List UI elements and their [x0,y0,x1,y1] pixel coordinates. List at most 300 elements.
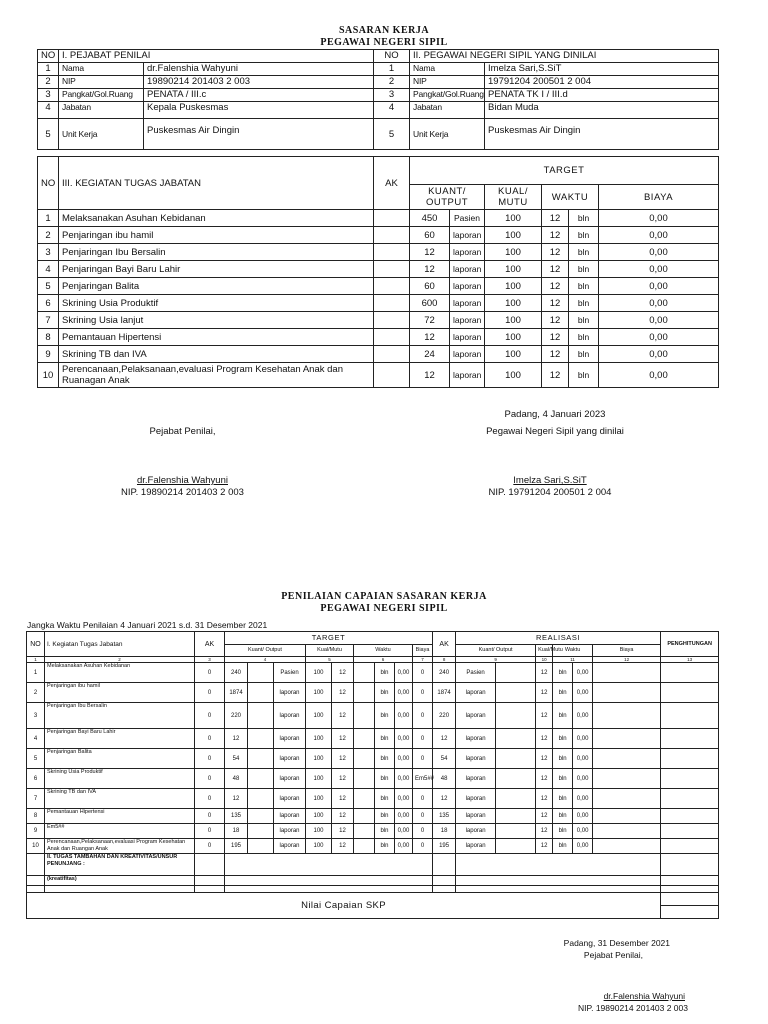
activity-row [38,244,719,261]
realisasi-time: 12 [536,839,553,854]
activity-ak [374,346,410,363]
target-time: 12 [332,703,354,729]
row-activity: Pemantauan Hipertensi [45,809,195,824]
target-quantity: 60 [410,278,450,295]
dinilai-pangkat: PENATA TK I / III.d [485,89,719,102]
activity-name: Penjaringan ibu hamil [59,227,374,244]
col-no: NO [374,50,410,63]
realisasi-quality [496,769,536,789]
realisasi-ak: 0 [413,789,433,809]
nilai-capaian-label: Nilai Capaian SKP [27,893,661,919]
target-cost: 0,00 [395,824,413,839]
target-time: 12 [332,824,354,839]
dinilai-nip: 19791204 200501 2 004 [485,76,719,89]
sub-kuant: Kuant/ Output [225,644,306,657]
target-quantity: 18 [225,824,248,839]
dinilai-unit-kerja: Puskesmas Air Dingin [485,119,719,150]
target-time: 12 [332,729,354,749]
row-number: 3 [374,89,410,102]
target-quantity: 54 [225,749,248,769]
target-quality: 100 [306,769,332,789]
activity-no: 10 [38,363,59,388]
realisasi-quality [496,703,536,729]
realisasi-time-unit: bln [553,729,573,749]
col-number: 4 [225,657,306,663]
target-unit: laporan [450,227,485,244]
target-time-unit: bln [375,809,395,824]
assessment-row [27,663,719,683]
target-ak: 0 [195,839,225,854]
target-time: 12 [332,749,354,769]
realisasi-quantity: 48 [433,769,456,789]
penghitungan-value [593,839,661,854]
sub-waktu: Waktu [354,644,413,657]
target-unit: laporan [274,683,306,703]
row-activity: Skrining TB dan IVA [45,789,195,809]
label-nip: NIP [410,76,485,89]
row-number: 2 [38,76,59,89]
target-ak: 0 [195,663,225,683]
target-quality: 100 [485,210,542,227]
assessment-table [26,631,719,919]
realisasi-cost: 0,00 [573,749,593,769]
doc2-signer-nip: NIP. 19890214 201403 2 003 [578,1003,688,1013]
target-quality: 100 [485,244,542,261]
target-quantity: 12 [225,789,248,809]
row-no: 5 [27,749,45,769]
realisasi-time: 12 [536,749,553,769]
target-cost: 0,00 [395,729,413,749]
activity-no: 7 [38,312,59,329]
target-quality: 100 [485,329,542,346]
target-time: 12 [332,789,354,809]
activity-row [38,261,719,278]
target-mark [248,809,274,824]
target-unit: laporan [274,749,306,769]
target-time-unit: bln [375,703,395,729]
target-cost: 0,00 [599,227,719,244]
target-quality: 100 [485,227,542,244]
penilai-nama: dr.Falenshia Wahyuni [144,63,374,76]
target-time: 12 [542,227,569,244]
target-time: 12 [542,244,569,261]
target-unit: laporan [274,729,306,749]
realisasi-cost: 0,00 [573,703,593,729]
dinilai-nama: Imelza Sari,S.SiT [485,63,719,76]
target-mark [248,729,274,749]
row-no: 1 [27,663,45,683]
label-jabatan: Jabatan [410,102,485,119]
realisasi-quality [496,809,536,824]
realisasi-unit: laporan [456,824,496,839]
row-no: 9 [27,824,45,839]
target-quality: 100 [485,278,542,295]
target-time-unit: bln [375,824,395,839]
col-number: 12 [593,657,661,663]
realisasi-time: 12 [536,703,553,729]
target-quantity: 220 [225,703,248,729]
label-nama: Nama [410,63,485,76]
col-number: 8 [433,657,456,663]
col-number: 11 [553,657,593,663]
nilai-capaian-value [661,906,719,919]
label-nama: Nama [59,63,144,76]
realisasi-time: 12 [536,729,553,749]
target-mark [248,789,274,809]
target-quality: 100 [485,295,542,312]
doc2-signer-name: dr.Falenshia Wahyuni [603,991,685,1001]
target-mark-2 [354,824,375,839]
activity-name: Skrining Usia lanjut [59,312,374,329]
col-kual: KUAL/ MUTU [485,185,542,210]
activity-name: Pemantauan Hipertensi [59,329,374,346]
activity-row [38,227,719,244]
realisasi-time: 12 [536,683,553,703]
row-no: 8 [27,809,45,824]
target-quantity: 1874 [225,683,248,703]
activity-ak [374,295,410,312]
target-ak: 0 [195,769,225,789]
target-quantity: 135 [225,809,248,824]
row-no: 4 [27,729,45,749]
penghitungan-value [593,789,661,809]
target-quality: 100 [306,809,332,824]
activity-no: 2 [38,227,59,244]
activity-ak [374,278,410,295]
col-penghitungan: PENGHITUNGAN [661,632,719,657]
target-unit: laporan [450,295,485,312]
target-quantity: 12 [410,363,450,388]
doc1-left-role: Pejabat Penilai, [149,426,216,437]
col-biaya: BIAYA [599,185,719,210]
activity-row [38,295,719,312]
target-mark-2 [354,809,375,824]
target-mark-2 [354,749,375,769]
target-quality: 100 [485,363,542,388]
target-quality: 100 [306,789,332,809]
realisasi-cost: 0,00 [573,729,593,749]
assessment-row [27,809,719,824]
sub-kual: Kual/Mutu [306,644,354,657]
target-unit: laporan [450,261,485,278]
target-unit: laporan [274,703,306,729]
realisasi-quality [496,839,536,854]
target-unit: laporan [450,278,485,295]
sub-biaya: Biaya [413,644,433,657]
target-cost: 0,00 [599,312,719,329]
target-unit: laporan [450,346,485,363]
label-pangkat: Pangkat/Gol.Ruang [59,89,144,102]
doc1-right-signer-nip: NIP. 19791204 200501 2 004 [488,487,612,498]
realisasi-quantity: 12 [433,729,456,749]
target-time: 12 [542,295,569,312]
target-unit: laporan [274,789,306,809]
target-quantity: 24 [410,346,450,363]
target-quantity: 60 [410,227,450,244]
activity-row [38,329,719,346]
target-mark [248,683,274,703]
row-activity: Perencanaan,Pelaksanaan,evaluasi Program Kesehatan Anak dan Ruangan Anak [45,839,195,854]
target-quality: 100 [306,749,332,769]
nilai-capaian-cell [661,769,719,789]
row-number: 1 [374,63,410,76]
col-number: 7 [413,657,433,663]
target-cost: 0,00 [599,363,719,388]
activity-name: Perencanaan,Pelaksanaan,evaluasi Program Kesehatan Anak dan Ruanagan Anak [59,363,374,388]
target-quality: 100 [306,839,332,854]
activity-row [38,210,719,227]
target-quantity: 12 [410,329,450,346]
realisasi-cost: 0,00 [573,683,593,703]
target-time-unit: bln [569,363,599,388]
assessment-row [27,729,719,749]
sub-biaya-realisasi: Biaya [593,644,661,657]
activity-name: Melaksanakan Asuhan Kebidanan [59,210,374,227]
assessment-row [27,769,719,789]
realisasi-cost: 0,00 [573,809,593,824]
target-mark-2 [354,663,375,683]
row-number: 1 [38,63,59,76]
target-time: 12 [542,210,569,227]
realisasi-quantity: 54 [433,749,456,769]
assessment-row [27,839,719,854]
row-number: 4 [374,102,410,119]
row-no: 6 [27,769,45,789]
target-mark-2 [354,839,375,854]
row-number: 5 [374,119,410,150]
target-ak: 0 [195,683,225,703]
creativity-label: (kreatifitas) [45,876,195,886]
doc1-title-line1: SASARAN KERJA [338,25,430,36]
col-number: 1 [27,657,45,663]
label-unit-kerja: Unit Kerja [59,119,144,150]
penilai-nip: 19890214 201403 2 003 [144,76,374,89]
nilai-capaian-cell [661,663,719,683]
target-ak: 0 [195,809,225,824]
target-time-unit: bln [569,278,599,295]
penghitungan-value [593,729,661,749]
target-ak: 0 [195,824,225,839]
realisasi-quantity: 18 [433,824,456,839]
target-unit: laporan [274,809,306,824]
col-number: 5 [306,657,354,663]
target-quality: 100 [306,683,332,703]
target-time: 12 [542,312,569,329]
col-number: 6 [354,657,413,663]
assessment-row [27,789,719,809]
target-cost: 0,00 [395,789,413,809]
target-cost: 0,00 [395,683,413,703]
realisasi-unit: laporan [456,729,496,749]
target-unit: laporan [274,824,306,839]
target-cost: 0,00 [395,809,413,824]
col-realisasi: REALISASI [456,632,661,645]
target-quantity: 72 [410,312,450,329]
realisasi-time: 12 [536,663,553,683]
target-time: 12 [332,769,354,789]
target-ak: 0 [195,749,225,769]
realisasi-quantity: 195 [433,839,456,854]
activity-row [38,278,719,295]
penghitungan-value [593,683,661,703]
nilai-capaian-cell [661,749,719,769]
target-time-unit: bln [569,244,599,261]
col-number: 2 [45,657,195,663]
target-quantity: 12 [225,729,248,749]
realisasi-time-unit: bln [553,809,573,824]
label-unit-kerja: Unit Kerja [410,119,485,150]
activity-no: 4 [38,261,59,278]
target-cost: 0,00 [599,244,719,261]
target-time-unit: bln [375,729,395,749]
penghitungan-value [593,809,661,824]
assessment-row [27,749,719,769]
target-cost: 0,00 [395,839,413,854]
target-mark [248,839,274,854]
target-time-unit: bln [375,789,395,809]
doc1-title-line2: PEGAWAI NEGERI SIPIL [320,37,448,48]
row-number: 5 [38,119,59,150]
realisasi-ak: 0 [413,809,433,824]
nilai-capaian-cell [661,824,719,839]
target-unit: laporan [450,244,485,261]
row-no: 10 [27,839,45,854]
activity-no: 8 [38,329,59,346]
realisasi-quality [496,729,536,749]
realisasi-ak: 0 [413,663,433,683]
target-cost: 0,00 [395,769,413,789]
target-unit: Pasien [450,210,485,227]
activity-ak [374,261,410,278]
nilai-capaian-cell [661,789,719,809]
row-activity: Penjaringan Bayi Baru Lahir [45,729,195,749]
col-kegiatan: I. Kegiatan Tugas Jabatan [45,632,195,657]
target-cost: 0,00 [599,210,719,227]
target-unit: Pasien [274,663,306,683]
label-jabatan: Jabatan [59,102,144,119]
realisasi-ak: 0 [413,703,433,729]
row-number: 3 [38,89,59,102]
nilai-capaian-cell [661,809,719,824]
target-cost: 0,00 [395,703,413,729]
target-cost: 0,00 [599,278,719,295]
target-cost: 0,00 [395,663,413,683]
target-mark [248,749,274,769]
realisasi-quality [496,749,536,769]
target-mark [248,663,274,683]
col-no: NO [38,157,59,210]
doc1-right-role: Pegawai Negeri Sipil yang dinilai [486,426,624,437]
target-quantity: 240 [225,663,248,683]
target-cost: 0,00 [599,261,719,278]
dinilai-jabatan: Bidan Muda [485,102,719,119]
realisasi-ak: Em5## [413,769,433,789]
target-time-unit: bln [375,749,395,769]
target-mark-2 [354,683,375,703]
target-ak: 0 [195,729,225,749]
activity-ak [374,329,410,346]
target-mark-2 [354,769,375,789]
realisasi-time-unit: bln [553,683,573,703]
target-time-unit: bln [375,839,395,854]
target-time: 12 [542,363,569,388]
row-activity: Penjaringan Balita [45,749,195,769]
realisasi-quality [496,683,536,703]
col-ak: AK [195,632,225,657]
doc1-date: Padang, 4 Januari 2023 [504,409,606,420]
extra-duties-label: II. TUGAS TAMBAHAN DAN KREATIVITAS/UNSUR PENUNJANG : [45,854,195,876]
realisasi-time-unit: bln [553,703,573,729]
realisasi-quantity: 240 [433,663,456,683]
realisasi-time: 12 [536,769,553,789]
penghitungan-value [593,663,661,683]
penilai-jabatan: Kepala Puskesmas [144,102,374,119]
assessment-row [27,703,719,729]
target-time-unit: bln [375,683,395,703]
realisasi-unit: laporan [456,703,496,729]
target-cost: 0,00 [599,346,719,363]
realisasi-unit: laporan [456,769,496,789]
target-time: 12 [542,261,569,278]
target-time-unit: bln [569,295,599,312]
target-quality: 100 [306,663,332,683]
penilai-pangkat: PENATA / III.c [144,89,374,102]
doc2-title-line1: PENILAIAN CAPAIAN SASARAN KERJA [281,591,487,602]
row-no: 3 [27,703,45,729]
row-activity: Em5## [45,824,195,839]
target-time-unit: bln [569,329,599,346]
penghitungan-value [593,824,661,839]
realisasi-ak: 0 [413,839,433,854]
activity-no: 1 [38,210,59,227]
target-unit: laporan [274,769,306,789]
target-unit: laporan [450,312,485,329]
activity-ak [374,227,410,244]
row-number: 4 [38,102,59,119]
realisasi-quality [496,824,536,839]
realisasi-unit: laporan [456,809,496,824]
row-activity: Penjaringan ibu hamil [45,683,195,703]
nilai-capaian-cell [661,683,719,703]
target-quality: 100 [306,703,332,729]
realisasi-quantity: 220 [433,703,456,729]
target-time-unit: bln [569,312,599,329]
col-no: NO [27,632,45,657]
target-time-unit: bln [569,346,599,363]
realisasi-time-unit: bln [553,824,573,839]
col-kuant: KUANT/ OUTPUT [410,185,485,210]
realisasi-cost: 0,00 [573,824,593,839]
assessment-row [27,683,719,703]
target-quality: 100 [485,312,542,329]
target-time: 12 [332,683,354,703]
target-quality: 100 [485,346,542,363]
realisasi-time-unit: bln [553,749,573,769]
row-activity: Penjaringan Ibu Bersalin [45,703,195,729]
nilai-capaian-cell [661,729,719,749]
target-quality: 100 [306,729,332,749]
row-no: 7 [27,789,45,809]
target-unit: laporan [450,329,485,346]
target-mark-2 [354,789,375,809]
col-kegiatan: III. KEGIATAN TUGAS JABATAN [59,157,374,210]
target-time-unit: bln [375,769,395,789]
col-waktu: WAKTU [542,185,599,210]
target-time-unit: bln [569,261,599,278]
realisasi-time: 12 [536,809,553,824]
row-number: 2 [374,76,410,89]
penilai-unit-kerja: Puskesmas Air Dingin [144,119,374,150]
